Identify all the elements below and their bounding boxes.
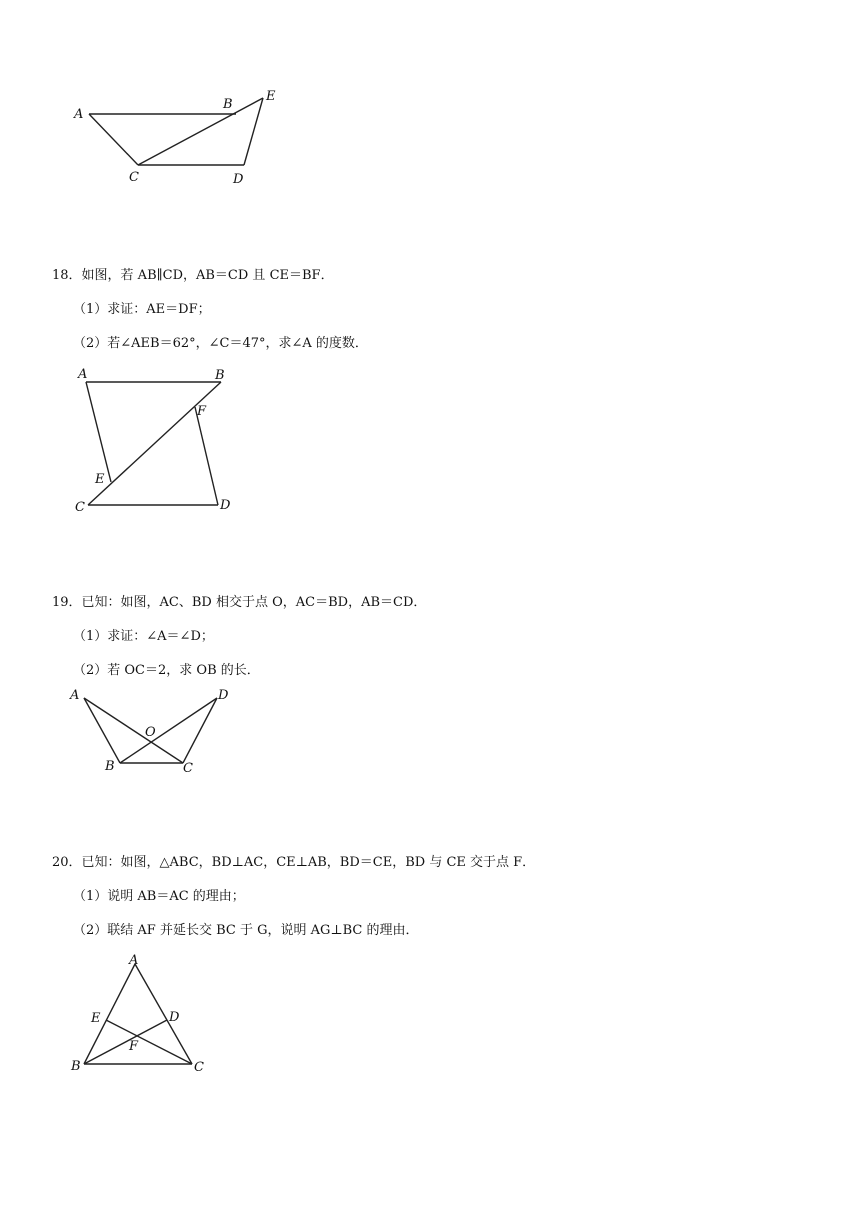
label-a: A — [70, 688, 80, 703]
label-c: C — [75, 500, 85, 515]
segment-ab — [84, 698, 120, 763]
problem-18-part-1: （1）求证：AE＝DF； — [73, 302, 211, 317]
segment-de — [244, 98, 263, 165]
problem-19-stem: 19．已知：如图，AC、BD 相交于点 O，AC＝BD，AB＝CD． — [52, 595, 427, 610]
label-d: D — [169, 1010, 180, 1025]
problem-20-part-2: （2）联结 AF 并延长交 BC 于 G，说明 AG⊥BC 的理由． — [73, 923, 419, 938]
label-d: D — [220, 498, 231, 513]
segment-bd — [84, 1020, 167, 1064]
label-f: F — [197, 404, 207, 419]
label-b: B — [223, 97, 233, 112]
label-a: A — [74, 107, 84, 122]
figure-20 — [0, 950, 860, 1080]
problem-18-part-2: （2）若∠AEB＝62°，∠C＝47°，求∠A 的度数． — [73, 336, 368, 351]
figure-19 — [0, 685, 860, 780]
label-a: A — [78, 367, 88, 382]
problem-20-part-1: （1）说明 AB＝AC 的理由； — [73, 889, 245, 904]
label-f: F — [129, 1039, 139, 1054]
segment-cb — [88, 382, 221, 505]
label-e: E — [266, 89, 276, 104]
segment-fd — [195, 407, 218, 505]
segment-ae — [86, 382, 111, 482]
figure-18 — [0, 360, 860, 525]
problem-19-part-1: （1）求证：∠A＝∠D； — [73, 629, 214, 644]
problem-18-stem: 18．如图，若 AB∥CD，AB＝CD 且 CE＝BF． — [52, 268, 334, 283]
label-e: E — [91, 1011, 101, 1026]
label-b: B — [105, 759, 115, 774]
segment-ce — [138, 98, 263, 165]
label-d: D — [233, 172, 244, 187]
label-d: D — [218, 688, 229, 703]
segment-ac — [89, 114, 138, 165]
label-b: B — [215, 368, 225, 383]
label-e: E — [95, 472, 105, 487]
label-a: A — [129, 953, 139, 968]
figure-17 — [0, 0, 860, 200]
label-c: C — [129, 170, 139, 185]
label-c: C — [194, 1060, 204, 1075]
label-o: O — [145, 725, 156, 740]
segment-dc — [183, 698, 217, 763]
label-c: C — [183, 761, 193, 776]
problem-20-stem: 20．已知：如图，△ABC，BD⊥AC，CE⊥AB，BD＝CE，BD 与 CE 交于点 F． — [52, 855, 536, 870]
problem-19-part-2: （2）若 OC＝2，求 OB 的长． — [73, 663, 260, 678]
label-b: B — [71, 1059, 81, 1074]
